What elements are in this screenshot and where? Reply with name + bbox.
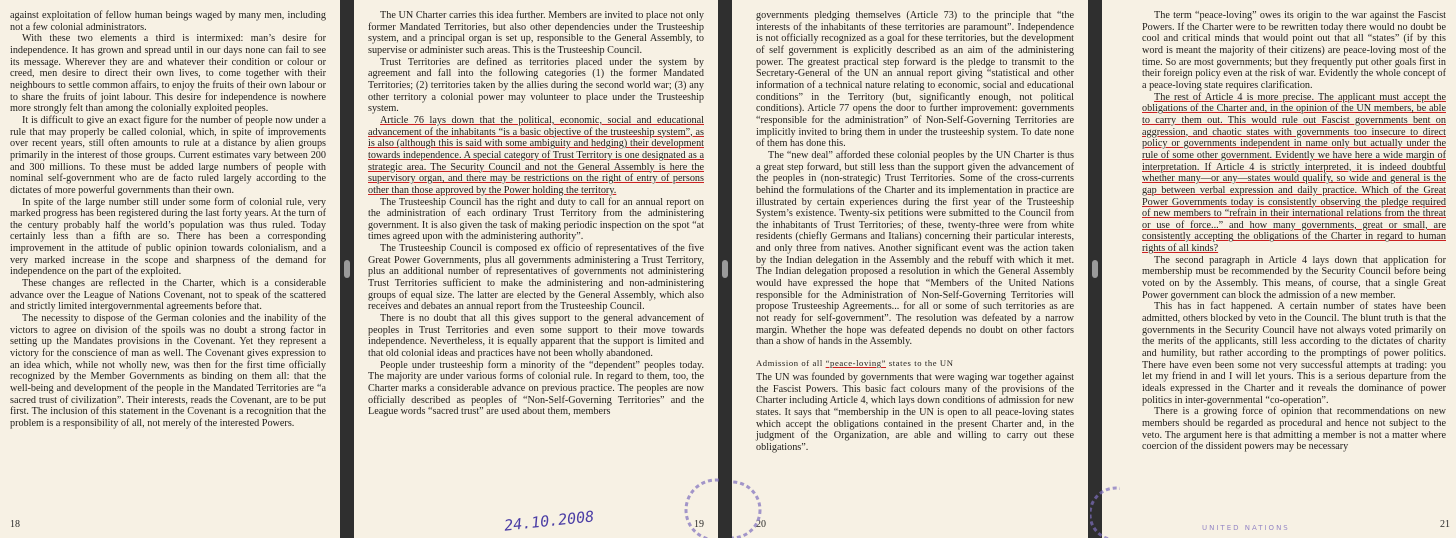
paragraph: The “new deal” afforded these colonial peoples by the UN Charter is thus a great step forward, but still less than the support given the advancement of the peoples in (non-strategic) Trust Territories. Some of the cross-currents behind the formulations of the Charter and its implementation in practice are illustrated by certain experiences during the first year of the Trusteeship System’s existence. Twenty-six petitions were submitted to the Council from the inhabitants of Trust Territories; of these, twenty-three were from white residents (chiefly Germans and Italians) concerning their particular interests, and only three from natives. Another significant event was the action taken by the Indian delegation in the Assembly and the rebuff with which it met. The Indian delegation proposed a resolution in which the General Assembly would have expressed the hope that “Members of the United Nations responsible for the Administration of Non-Self-Governing Territories will propose Trusteeship Agreements... for all or some of such territories as are not ready for self-government”. The resolution was defeated by a narrow margin. Whether the hope was defeated depends no doubt on other factors than a show of hands in the Assembly. xyxy=(756,149,1074,348)
section-heading-quoted: “peace-loving” xyxy=(825,358,887,369)
paragraph: There is no doubt that all this gives support to the general advancement of peoples in Trust Territories and even some support to their move towards independence. Nevertheless, it is equally apparent that the support is limited and that old colonial ideas and practices have not been wholly abandoned. xyxy=(368,313,704,360)
paragraph: There is a growing force of opinion that recommendations on new members should be regarded as procedural and hence not subject to the veto. The argument here is that admitting a member is not a matter where coercion of the dissident powers may be necessary xyxy=(1142,406,1446,453)
drag-handle[interactable] xyxy=(1092,260,1098,278)
paragraph: In spite of the large number still under some form of colonial rule, very marked progress has been registered during the last forty years. At the turn of the century probably half the world’s population was thus ruled. Today certainly less than a fifth are so. There has been a corresponding improvement in the attitude of public opinion towards colonialism, and a very marked increase in the scope and sharpness of the demand for independence on the part of the exploited. xyxy=(10,196,326,278)
page-number: 20 xyxy=(756,519,766,530)
handwritten-date: 24.10.2008 xyxy=(503,507,596,535)
stamp-circle xyxy=(732,470,762,538)
page-18 xyxy=(0,0,340,538)
paragraph: The second paragraph in Article 4 lays down that application for membership must be recommended by the Security Council before being voted on by the Assembly. This means, of course, that a single Great Power government can block the admission of a new member. xyxy=(1142,254,1446,301)
paragraph: The UN was founded by governments that were waging war together against the Fascist Powers. This basic fact colours many of the provisions of the Charter including Article 4, which lays down conditions of admission for new states. It says that “membership in the UN is open to all peace-loving states which accept the obligations contained in the present Charter and, in the judgment of the Organization, are able and willing to carry out these obligations”. xyxy=(756,372,1074,453)
paragraph: The Trusteeship Council has the right and duty to call for an annual report on the administration of each ordinary Trust Territory from the administering government. It is also given the task of making periodic inspection on the spot “at times agreed upon with the administering authority”. xyxy=(368,196,704,243)
page-gutter xyxy=(718,0,732,538)
paragraph-underlined: The rest of Article 4 is more precise. The applicant must accept the obligations of the Charter and, in the opinion of the UN members, be able to carry them out. This would rule out Fascist governments bent on aggression, and chaotic states with governments too insecure to direct policy or governments independent in name only but actually under the rule of some other government. Evidently we have here a wide margin of interpretation. If Article 4 is strictly interpreted, it is indeed doubtful whether many—or any—states would qualify, so wide and general is the gap between verbal expression and daily practice. Which of the Great Power Governments today is consistently observing the pledge required of new members to “refrain in their international relations from the threat or use of force...” and how many governments, great or small, are consistently accepting the obligations of the Charter in regard to human rights of all kinds? xyxy=(1142,91,1446,255)
drag-handle[interactable] xyxy=(344,260,350,278)
stamp-circle xyxy=(676,470,720,538)
drag-handle[interactable] xyxy=(722,260,728,278)
paragraph: governments pledging themselves (Article 73) to the principle that “the interests of the inhabitants of these territories are paramount”. Independence is not officially recognized as a goal for these territories, but the development of self government is explicitly described as an aim of the administering power. The greatest practical step forward is the pledge to transmit to the Secretary-General of the UN an annual report giving “statistical and other information of a technical nature relating to economic, social and educational conditions” in the Territory (but, significantly enough, not political conditions). Article 77 opens the door to further improvement: governments “responsible for the administration” of Non-Self-Governing Territories are implicitly invited to bring them in under the trusteeship system. To date none of them has done this. xyxy=(756,10,1074,150)
paragraph: against exploitation of fellow human beings waged by many men, including not a few colonial administrators. xyxy=(10,10,326,33)
paragraph-underlined: Article 76 lays down that the political, economic, social and educational advancement of the inhabitants “is a basic objective of the trusteeship system”, as is also (although this is said with some ambiguity and hedging) their development towards independence. A special category of Trust Territory is one designated as a strategic area. The Security Council and not the General Assembly is here the supervisory organ, and there may be restrictions on the right of entry of persons other than those approved by the Power holding the territory. xyxy=(368,114,704,196)
paragraph: These changes are reflected in the Charter, which is a considerable advance over the League of Nations Covenant, not to speak of the scattered and strictly limited intergovernmental agreements before that. xyxy=(10,278,326,313)
paragraph: Trust Territories are defined as territories placed under the system by agreement and fall into the following categories (1) the former Mandated Territories; (2) territories taken by the allies during the second world war; (3) any other territory a colonial power may volunteer to place under the Trusteeship system. xyxy=(368,56,704,115)
paragraph: The term “peace-loving” owes its origin to the war against the Fascist Powers. If the Charter were to be rewritten today there would no doubt be cool and critical minds that would point out that all “states” (if by this word is meant the majority of their citizens) are peace-loving most of the time. So are most governments; but they frequently put other goals first in their foreign policy even at the risk of war. Evidently the whole concept of a peace-loving state requires clarification. xyxy=(1142,10,1446,91)
section-heading xyxy=(756,358,1074,368)
paragraph: People under trusteeship form a minority of the “dependent” peoples today. The majority are under various forms of colonial rule. In regard to them, too, the Charter marks a considerable advance on previous practice. The peoples are now officially described as peoples of “Non-Self-Governing Territories” and the League words “sacred trust” are used about them, members xyxy=(368,359,704,418)
page-gutter xyxy=(1088,0,1102,538)
page-19 xyxy=(354,0,718,538)
page-number: 18 xyxy=(10,519,20,530)
stamp-circle xyxy=(1090,478,1120,538)
page-20 xyxy=(732,0,1088,538)
section-heading-suffix: states to the UN xyxy=(888,358,954,369)
paragraph: The necessity to dispose of the German colonies and the inability of the victors to agree on division of the spoils was no doubt a strong factor in setting up the Mandates provisions in the Covenant. Yet they represent a victory for the conscience of man as well. The Covenant gives expression to an idea which, while not wholly new, was then for the first time officially recognized by the Member Governments as binding on them all: that the well-being and development of the people in the Mandated Territories are “a sacred trust of civilization”. Their interests, reads the Covenant, are to be put first. The inclusion of this statement in the Covenant is a recognition that the problem is a responsibility of all, not merely of the interested Powers. xyxy=(10,313,326,429)
paragraph: With these two elements a third is intermixed: man’s desire for independence. It has grown and spread until in our days none can fail to see its message. Wherever they are and whatever their condition or colour or creed, men desire to direct their own lives, to come together with their neighbours to settle common affairs, to enjoy the fruits of their own labour or to share the fruits of joint labour. This desire for independence is nowhere more strongly felt than among the colonially exploited peoples. xyxy=(10,33,326,115)
paragraph: The UN Charter carries this idea further. Members are invited to place not only former Mandated Territories, but also other dependencies under the Trusteeship system, and a principal organ is set up, responsible to the General Assembly, to supervise or administer such areas. This is the Trusteeship Council. xyxy=(368,10,704,56)
paragraph: This has in fact happened. A certain number of states have been admitted, others blocked by veto in the Council. The blunt truth is that the governments in the Security Council have not always voted primarily on the merits of the applicants, still less according to the dictates of charity and humility, but rather according to the promptings of power politics. There have even been some not very successful attempts at trading: you let my friend in and I will let yours. This is a serious departure from the ideals expressed in the Charter and it reveals the dominance of power politics in inter-governmental “co-operation”. xyxy=(1142,301,1446,406)
page-gutter xyxy=(340,0,354,538)
page-21 xyxy=(1102,0,1456,538)
section-heading-prefix: Admission of all xyxy=(756,358,823,369)
page-number: 21 xyxy=(1440,519,1450,530)
page-number: 19 xyxy=(694,519,704,530)
paragraph: It is difficult to give an exact figure for the number of people now under a rule that may properly be called colonial, which, in spite of improvements over recent years, still often amounts to rule at a distance by alien groups primarily in the interest of those groups. Current estimates vary between 200 and 300 millions. To these must be added large numbers of people with nominal self-government who are de facto ruled largely according to the dictates of more powerful governments than their own. xyxy=(10,114,326,196)
library-stamp: UNITED NATIONS xyxy=(1202,524,1290,532)
paragraph: The Trusteeship Council is composed ex officio of representatives of the five Great Power Governments, plus all governments administering a Trust Territory, plus an additional number of representatives of governments not administering Trust Territories sufficient to make the administering and non-administering groups of equal size. The latter are elected by the General Assembly, which also receives and debates an annual report from the Trusteeship Council. xyxy=(368,243,704,313)
